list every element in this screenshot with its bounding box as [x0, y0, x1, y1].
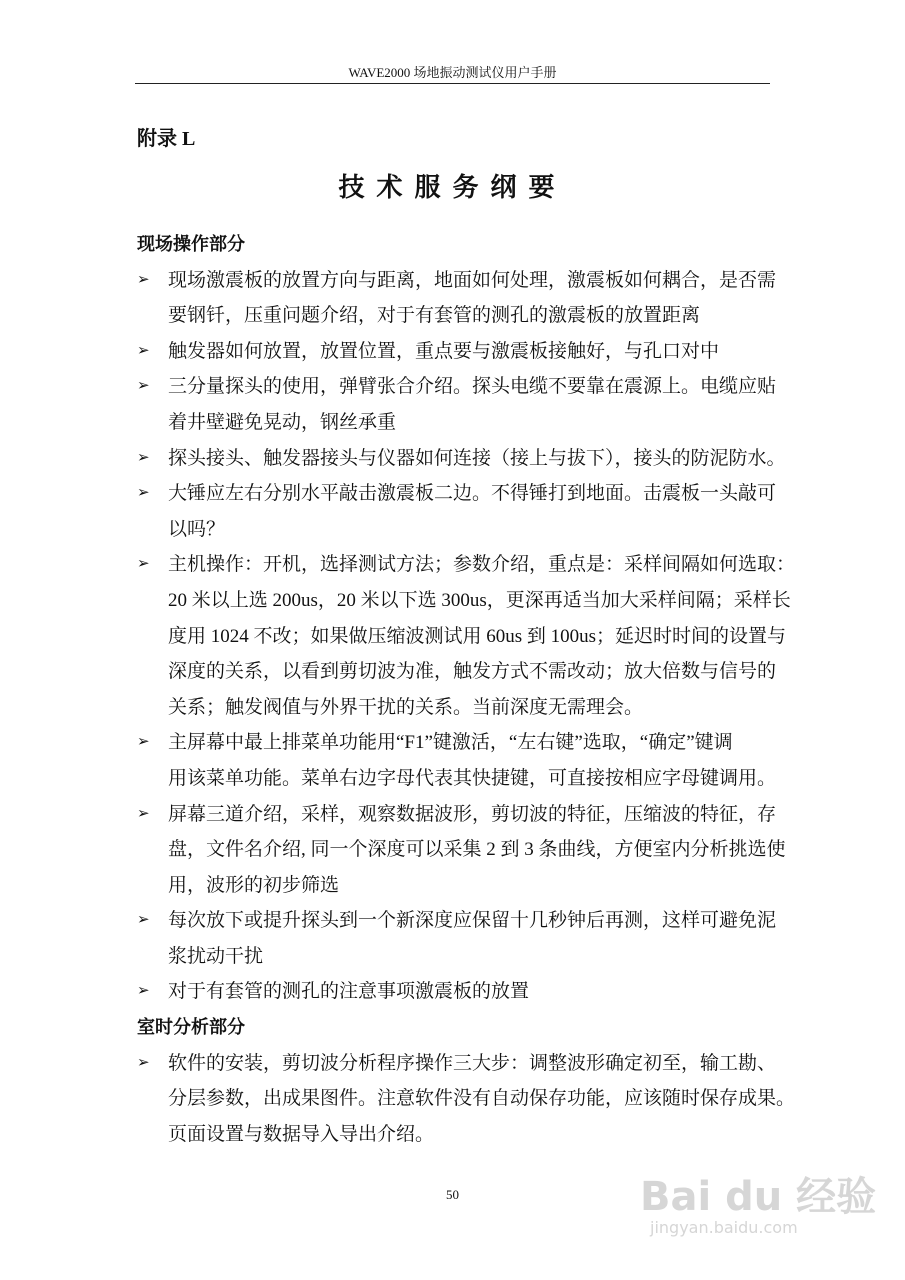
list-item-line: 触发器如何放置，放置位置，重点要与激震板接触好，与孔口对中 [168, 340, 720, 362]
arrowhead-bullet-icon: ➢ [137, 983, 150, 1000]
list-item-line: 用该菜单功能。菜单右边字母代表其快捷键，可直接按相应字母键调用。 [168, 767, 777, 789]
list-item-line: 关系；触发阀值与外界干扰的关系。当前深度无需理会。 [168, 696, 644, 718]
list-item-line: 深度的关系，以看到剪切波为准，触发方式不需改动；放大倍数与信号的 [168, 661, 777, 683]
list-item [137, 1046, 796, 1153]
watermark-url: jingyan.baidu.com [650, 1218, 798, 1237]
list-item [137, 974, 777, 1010]
list-item-line: 每次放下或提升探头到一个新深度应保留十几秒钟后再测，这样可避免泥 [168, 910, 777, 932]
list-item-line: 着井壁避免晃动，钢丝承重 [168, 411, 397, 433]
list-item-line: 20 米以上选 200us，20 米以下选 300us，更深再适当加大采样间隔；采样长 [168, 589, 791, 611]
arrowhead-bullet-icon: ➢ [137, 378, 150, 395]
arrowhead-bullet-icon: ➢ [137, 805, 150, 822]
list-item [137, 903, 777, 974]
list-item-line: 用，波形的初步筛选 [168, 874, 340, 896]
list-item-line: 屏幕三道介绍，采样，观察数据波形，剪切波的特征，压缩波的特征，存 [168, 803, 777, 825]
header-rule [135, 83, 770, 84]
list-item [137, 725, 777, 796]
list-item [137, 334, 777, 370]
arrowhead-bullet-icon: ➢ [137, 271, 150, 288]
list-item-line: 要钢钎，压重问题介绍，对于有套管的测孔的激震板的放置距离 [168, 305, 701, 327]
section-heading: 室时分析部分 [137, 1017, 245, 1038]
arrowhead-bullet-icon: ➢ [137, 449, 150, 466]
list-item [137, 263, 777, 334]
list-item-line: 大锤应左右分别水平敲击激震板二边。不得锤打到地面。击震板一头敲可 [168, 483, 777, 505]
watermark-brand: Bai du 经验 [640, 1174, 877, 1220]
section-heading: 现场操作部分 [137, 234, 245, 254]
list-item-line: 浆扰动干扰 [168, 945, 264, 967]
list-item-line: 三分量探头的使用，弹臂张合介绍。探头电缆不要靠在震源上。电缆应贴 [168, 376, 777, 398]
list-item-line: 主机操作：开机，选择测试方法；参数介绍，重点是：采样间隔如何选取： [168, 554, 796, 576]
list-item-line: 盘，文件名介绍, 同一个深度可以采集 2 到 3 条曲线，方便室内分析挑选使 [168, 839, 786, 861]
running-header: WAVE2000 场地振动测试仪用户手册 [348, 65, 557, 80]
list-item [137, 476, 777, 547]
page-number: 50 [446, 1187, 459, 1202]
appendix-label: 附录 L [137, 128, 196, 150]
arrowhead-bullet-icon: ➢ [137, 342, 150, 359]
list-item-line: 度用 1024 不改；如果做压缩波测试用 60us 到 100us；延迟时时间的设置与 [168, 625, 787, 647]
list-item-line: 现场激震板的放置方向与距离，地面如何处理，激震板如何耦合，是否需 [168, 269, 777, 291]
list-item [137, 369, 777, 440]
list-item-line: 对于有套管的测孔的注意事项激震板的放置 [168, 981, 530, 1003]
list-item-line: 主屏幕中最上排菜单功能用“F1”键激活，“左右键”选取，“确定”键调 [168, 732, 733, 754]
list-item-line: 探头接头、触发器接头与仪器如何连接（接上与拔下），接头的防泥防水。 [168, 447, 786, 469]
list-item [137, 797, 786, 904]
list-item [137, 441, 786, 477]
list-item-line: 软件的安装，剪切波分析程序操作三大步：调整波形确定初至，输工勘、 [168, 1052, 777, 1074]
arrowhead-bullet-icon: ➢ [137, 556, 150, 573]
list-item-line: 分层参数，出成果图件。注意软件没有自动保存功能，应该随时保存成果。 [168, 1088, 796, 1110]
list-item [137, 547, 796, 725]
arrowhead-bullet-icon: ➢ [137, 734, 150, 751]
arrowhead-bullet-icon: ➢ [137, 1054, 150, 1071]
document-body [137, 227, 796, 1152]
arrowhead-bullet-icon: ➢ [137, 912, 150, 929]
page-title: 技术服务纲要 [338, 173, 567, 202]
list-item-line: 以吗？ [168, 518, 226, 540]
arrowhead-bullet-icon: ➢ [137, 485, 150, 502]
list-item-line: 页面设置与数据导入导出介绍。 [168, 1123, 435, 1145]
baidu-watermark [640, 1165, 876, 1237]
